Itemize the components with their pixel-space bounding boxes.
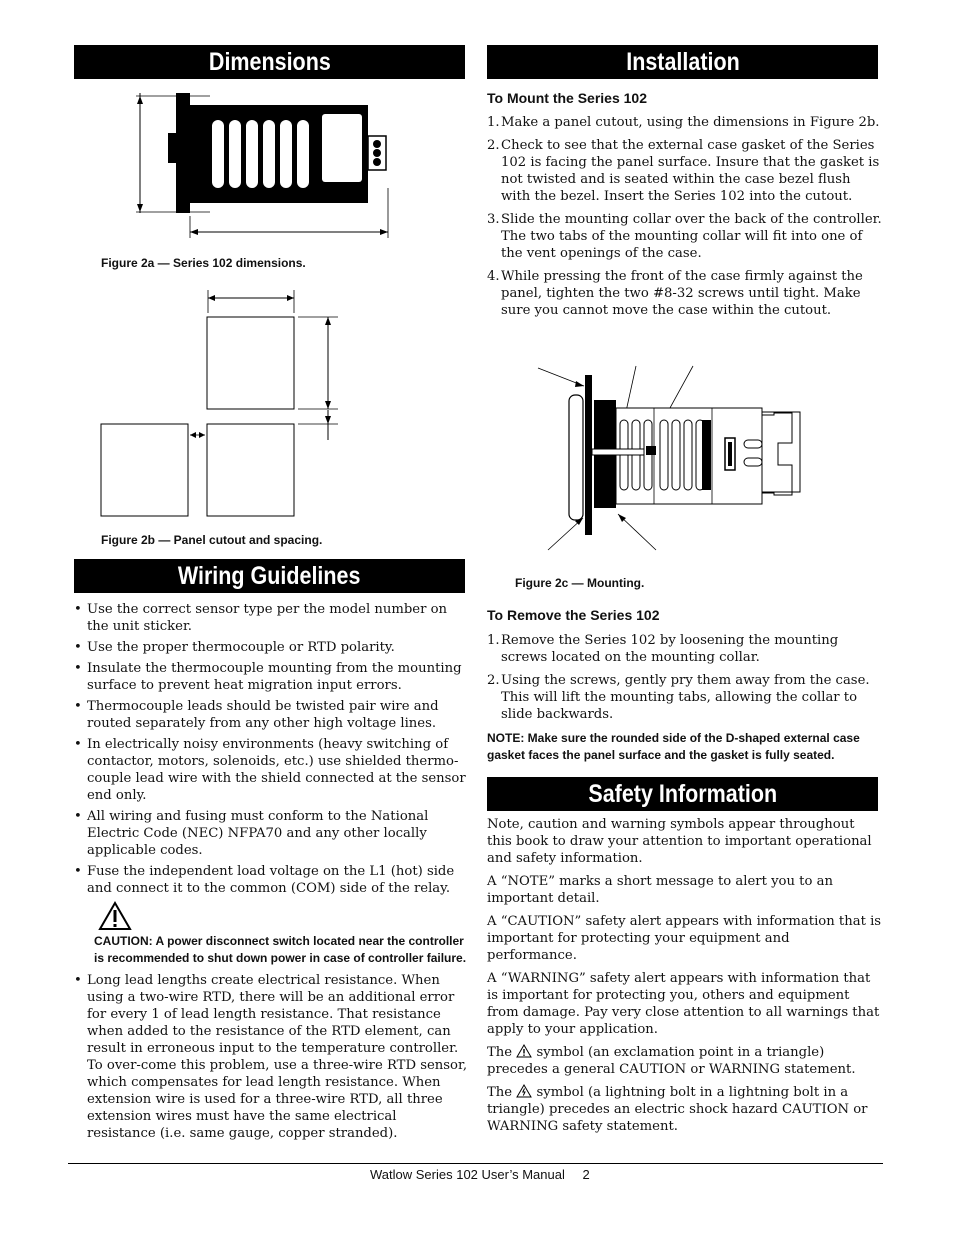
- list-item: 2. Check to see that the external case gasket of the Series 102 is facing the panel surface. Insure that the gasket is not twisted and is seated within the case bezel flush with the bezel. Insert the Series 102 into the cutout.: [487, 138, 880, 204]
- figure-2b-caption: Figure 2b — Panel cutout and spacing.: [101, 533, 323, 547]
- list-item: • Fuse the independent load voltage on the L1 (hot) side and connect it to the common (COM) side of the relay.: [74, 863, 469, 897]
- footer-title: Watlow Series 102 User’s Manual: [370, 1167, 565, 1182]
- wiring-bullet-list: [74, 601, 469, 897]
- figure-2c-caption: Figure 2c — Mounting.: [515, 576, 645, 590]
- list-item: 1. Make a panel cutout, using the dimensions in Figure 2b.: [487, 115, 880, 130]
- list-item: 1. Remove the Series 102 by loosening the mounting screws located on the mounting collar.: [487, 633, 839, 665]
- figure-2c-mounting-drawing: [536, 360, 806, 555]
- safety-paragraph: The symbol (an exclamation point in a triangle) precedes a general CAUTION or WARNING statement.: [487, 1045, 856, 1077]
- lightning-triangle-icon: [516, 1084, 532, 1098]
- safety-paragraph: A “NOTE” marks a short message to alert you to an important detail.: [487, 874, 833, 906]
- figure-2a-dimensions-drawing: [100, 88, 430, 248]
- list-item: • Insulate the thermocouple mounting from the mounting surface to prevent heat migration input errors.: [74, 660, 469, 694]
- safety-information-body: [487, 816, 882, 1141]
- safety-paragraph: A “CAUTION” safety alert appears with information that is important for protecting your equipment and performance.: [487, 914, 882, 963]
- list-item: 3. Slide the mounting collar over the back of the controller. The two tabs of the mounting collar will fit into one of the vent openings of the case.: [487, 212, 882, 261]
- figure-2b-panel-cutout-drawing: [95, 285, 355, 525]
- remove-steps: [487, 632, 882, 729]
- figure-2a-caption: Figure 2a — Series 102 dimensions.: [101, 256, 306, 270]
- wiring-bullet-list-continued: [74, 972, 469, 1142]
- mount-steps: [487, 114, 882, 325]
- list-item: • Thermocouple leads should be twisted pair wire and routed separately from any other high voltage lines.: [74, 698, 469, 732]
- safety-paragraph: Note, caution and warning symbols appear throughout this book to draw your attention to important operational and safety information.: [487, 817, 872, 866]
- wiring-guidelines-header: Wiring Guidelines: [74, 559, 465, 593]
- mount-heading: To Mount the Series 102: [487, 90, 647, 106]
- installation-note: NOTE: Make sure the rounded side of the D-shaped external case gasket faces the panel surface and the gasket is fully seated.: [487, 731, 860, 762]
- footer: [370, 1167, 590, 1182]
- list-item: • Long lead lengths create electrical resistance. When using a two-wire RTD, there will be an additional error for every 1 of lead length resistance. That resistance when added to the resistance of the RTD element, can result in erroneous input to the temperature controller. To over-come this problem, use a three-wire RTD sensor, which compensates for lead length resistance. When extension wire is used for a three-wire RTD, all three extension wires must have the same electrical resistance (i.e. same gauge, copper stranded).: [74, 972, 469, 1142]
- safety-paragraph: A “WARNING” safety alert appears with information that is important for protecting you, others and equipment from damage. Pay very close attention to all warnings that apply to your application.: [487, 971, 880, 1037]
- list-item: • In electrically noisy environments (heavy switching of contactor, motors, solenoids, etc.) use shielded thermo-couple lead wire with the shield connected at the sensor end only.: [74, 736, 469, 804]
- safety-paragraph: The symbol (a lightning bolt in a lightning bolt in a triangle) precedes an electric shock hazard CAUTION or WARNING safety statement.: [487, 1085, 868, 1134]
- caution-block: [74, 901, 469, 966]
- list-item: • Use the correct sensor type per the model number on the unit sticker.: [74, 601, 469, 635]
- installation-header: Installation: [487, 45, 878, 79]
- safety-information-header: Safety Information: [487, 777, 878, 811]
- list-item: 2. Using the screws, gently pry them away from the case. This will lift the mounting tabs, allowing the collar to slide backwards.: [487, 673, 870, 722]
- caution-text: CAUTION: A power disconnect switch located near the controller is recommended to shut down power in case of controller failure.: [94, 934, 467, 965]
- page-number: 2: [582, 1167, 590, 1182]
- dimensions-header: Dimensions: [74, 45, 465, 79]
- remove-heading: To Remove the Series 102: [487, 607, 660, 623]
- exclamation-triangle-icon: [516, 1044, 532, 1058]
- footer-rule: [68, 1163, 883, 1164]
- warning-triangle-icon: [98, 901, 132, 931]
- list-item: 4. While pressing the front of the case firmly against the panel, tighten the two #8-32 screws until tight. Make sure you cannot move the case within the cutout.: [487, 269, 863, 318]
- list-item: • Use the proper thermocouple or RTD polarity.: [74, 639, 469, 656]
- wiring-guidelines-body: [74, 601, 469, 1146]
- list-item: • All wiring and fusing must conform to the National Electric Code (NEC) NFPA70 and any other locally applicable codes.: [74, 808, 469, 859]
